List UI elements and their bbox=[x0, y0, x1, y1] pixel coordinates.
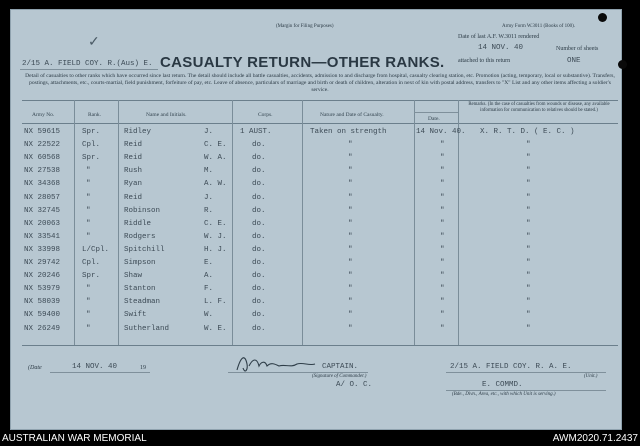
header-nature: Nature and Date of Casualty. bbox=[320, 112, 384, 118]
cell-init: C. E. bbox=[204, 141, 227, 150]
cell-date: " bbox=[440, 232, 445, 241]
cell-name: Reid bbox=[124, 193, 143, 202]
punch-hole-top bbox=[598, 13, 607, 22]
cell-nature: Taken on strength bbox=[310, 128, 387, 136]
cell-rank: Spr. bbox=[82, 128, 101, 136]
attached-value: ONE bbox=[567, 57, 581, 65]
cell-nature: " bbox=[348, 259, 353, 267]
header-date: Date. bbox=[428, 116, 440, 122]
cell-init: W. J. bbox=[204, 232, 227, 241]
cell-date: " bbox=[440, 311, 445, 320]
cell-rank: " bbox=[86, 167, 91, 176]
command-value: E. COMMD. bbox=[482, 381, 523, 389]
cell-rank: " bbox=[86, 180, 91, 189]
cell-name: Swift bbox=[124, 311, 147, 320]
cell-corps: do. bbox=[252, 245, 266, 254]
cell-no: NX 59615 bbox=[24, 128, 61, 136]
cell-init: H. J. bbox=[204, 245, 227, 254]
cell-remarks: " bbox=[526, 272, 531, 281]
cell-date: " bbox=[440, 285, 445, 294]
cell-name: Riddle bbox=[124, 219, 152, 228]
cell-remarks: X. R. T. D. ( E. C. ) bbox=[480, 128, 575, 136]
header-corps: Corps. bbox=[258, 112, 273, 118]
cell-date: " bbox=[440, 219, 445, 228]
cell-corps: do. bbox=[252, 232, 266, 241]
date-value: 14 NOV. 40 bbox=[72, 363, 118, 371]
cell-init: A. bbox=[204, 272, 214, 281]
cell-corps: do. bbox=[252, 272, 266, 281]
cell-no: NX 53979 bbox=[24, 285, 61, 294]
cell-rank: L/Cpl. bbox=[82, 245, 110, 254]
cell-date: " bbox=[440, 259, 445, 267]
table-row bbox=[22, 244, 618, 257]
table-row bbox=[22, 165, 618, 178]
cell-date: " bbox=[440, 245, 445, 254]
cell-corps: do. bbox=[252, 180, 266, 189]
cell-no: NX 33998 bbox=[24, 245, 61, 254]
cell-corps: do. bbox=[252, 324, 266, 333]
cell-init: L. F. bbox=[204, 298, 227, 307]
cell-date: " bbox=[440, 324, 445, 333]
cell-nature: " bbox=[348, 272, 353, 281]
cell-remarks: " bbox=[526, 259, 531, 267]
cell-init: J. bbox=[204, 193, 214, 202]
cell-name: Stanton bbox=[124, 285, 156, 294]
cell-no: NX 26249 bbox=[24, 324, 61, 333]
cell-nature: " bbox=[348, 167, 353, 176]
instructions-text: Detail of casualties to other ranks which have occurred since last return. The detail should include all battle casualties, accidents, admission to and discharge from hospital, casualty clearing station, etc. Promotion (acting, temporary, local or substantive). Transfers, postings, attachments, etc., courts-martial, field punishment, forfeiture of pay, etc. Leave of absence, particulars of marriage and birth or death of children, alteration in next of kin with postal address, transfers to "X" List and any other items affecting a soldier's service. bbox=[25, 73, 615, 93]
cell-date: " bbox=[440, 193, 445, 202]
cell-init: F. bbox=[204, 285, 214, 294]
cell-nature: " bbox=[348, 206, 353, 215]
cell-date: " bbox=[440, 272, 445, 281]
table-row bbox=[22, 139, 618, 152]
header-army-no: Army No. bbox=[32, 112, 55, 118]
caption-bar bbox=[0, 432, 640, 446]
cell-date: " bbox=[440, 141, 445, 150]
cell-rank: " bbox=[86, 193, 91, 202]
table-row bbox=[22, 126, 618, 139]
table-row bbox=[22, 283, 618, 296]
cell-name: Reid bbox=[124, 141, 143, 150]
cell-corps: do. bbox=[252, 311, 266, 320]
date-subheader-line bbox=[414, 112, 458, 113]
cell-no: NX 27538 bbox=[24, 167, 61, 176]
cell-name: Shaw bbox=[124, 272, 143, 281]
cell-nature: " bbox=[348, 311, 353, 320]
cell-nature: " bbox=[348, 232, 353, 241]
cell-date: " bbox=[440, 180, 445, 189]
unit-typed: 2/15 A. FIELD COY. R.(Aus) E. bbox=[22, 60, 153, 68]
cell-nature: " bbox=[348, 285, 353, 294]
cell-rank: Cpl. bbox=[82, 141, 101, 150]
unit-footer-label: (Unit.) bbox=[584, 374, 598, 379]
cell-name: Reid bbox=[124, 154, 143, 163]
cell-name: Ryan bbox=[124, 180, 143, 189]
cell-no: NX 29742 bbox=[24, 259, 61, 267]
table-row bbox=[22, 296, 618, 309]
table-bottom-line bbox=[22, 345, 618, 346]
cell-remarks: " bbox=[526, 311, 531, 320]
cell-name: Spitchill bbox=[124, 245, 165, 254]
cell-nature: " bbox=[348, 219, 353, 228]
cell-no: NX 20063 bbox=[24, 219, 61, 228]
date-label: (Date bbox=[28, 365, 42, 371]
cell-nature: " bbox=[348, 245, 353, 254]
cell-init: C. E. bbox=[204, 219, 227, 228]
table-row bbox=[22, 178, 618, 191]
cell-name: Rush bbox=[124, 167, 143, 176]
attached-label: attached to this return bbox=[458, 58, 511, 64]
cell-remarks: " bbox=[526, 232, 531, 241]
cell-init: A. W. bbox=[204, 180, 227, 189]
cell-rank: " bbox=[86, 232, 91, 241]
cell-nature: " bbox=[348, 324, 353, 333]
cell-nature: " bbox=[348, 141, 353, 150]
cell-remarks: " bbox=[526, 154, 531, 163]
captain-title: CAPTAIN. bbox=[322, 363, 359, 371]
cell-name: Simpson bbox=[124, 259, 156, 267]
cell-corps: do. bbox=[252, 193, 266, 202]
cell-remarks: " bbox=[526, 285, 531, 294]
cell-date: " bbox=[440, 167, 445, 176]
date-underline bbox=[50, 372, 150, 373]
date-last-label: Date of last A.F. W.3011 rendered bbox=[458, 34, 540, 40]
cell-corps: do. bbox=[252, 206, 266, 215]
cell-no: NX 59400 bbox=[24, 311, 61, 320]
table-row bbox=[22, 218, 618, 231]
cell-no: NX 58039 bbox=[24, 298, 61, 307]
table-row bbox=[22, 205, 618, 218]
cell-remarks: " bbox=[526, 180, 531, 189]
cell-remarks: " bbox=[526, 167, 531, 176]
unit-footer-underline bbox=[446, 372, 606, 373]
cell-remarks: " bbox=[526, 206, 531, 215]
number-sheets-label: Number of sheets bbox=[556, 46, 599, 52]
cell-no: NX 22522 bbox=[24, 141, 61, 150]
cell-init: W. bbox=[204, 311, 214, 320]
cell-init: W. A. bbox=[204, 154, 227, 163]
cell-init: W. E. bbox=[204, 324, 227, 333]
cell-remarks: " bbox=[526, 298, 531, 307]
table-row bbox=[22, 152, 618, 165]
cell-no: NX 34368 bbox=[24, 180, 61, 189]
caption-right: AWM2020.71.2437 bbox=[552, 433, 638, 444]
cell-remarks: " bbox=[526, 245, 531, 254]
header-remarks: Remarks. (In the case of casualties from wounds or disease, any available information for communication to relatives should be stated.) bbox=[468, 102, 610, 113]
signature-label: (Signature of Commander.) bbox=[312, 374, 367, 379]
cell-rank: " bbox=[86, 219, 91, 228]
cell-no: NX 20246 bbox=[24, 272, 61, 281]
cell-init: R. bbox=[204, 206, 214, 215]
command-underline bbox=[446, 390, 606, 391]
cell-corps: do. bbox=[252, 298, 266, 307]
cell-init: M. bbox=[204, 167, 214, 176]
table-row bbox=[22, 257, 618, 270]
cell-name: Rodgers bbox=[124, 232, 156, 241]
cell-remarks: " bbox=[526, 141, 531, 150]
cell-no: NX 60568 bbox=[24, 154, 61, 163]
table-row bbox=[22, 323, 618, 336]
army-form-label: Army Form W.3011 (Books of 100). bbox=[502, 24, 576, 29]
cell-rank: Spr. bbox=[82, 154, 101, 163]
cell-corps: do. bbox=[252, 167, 266, 176]
cell-nature: " bbox=[348, 298, 353, 307]
cell-rank: " bbox=[86, 206, 91, 215]
cell-corps: do. bbox=[252, 141, 266, 150]
cell-rank: " bbox=[86, 311, 91, 320]
cell-date: 14 Nov. 40. bbox=[416, 128, 466, 136]
bde-label: (Bde., Divn., Area, etc., with which Unit is serving.) bbox=[452, 392, 556, 397]
signature-underline bbox=[228, 372, 368, 373]
date-last-value: 14 NOV. 40 bbox=[478, 44, 524, 52]
cell-corps: do. bbox=[252, 154, 266, 163]
table-row bbox=[22, 192, 618, 205]
cell-rank: " bbox=[86, 298, 91, 307]
unit-footer-value: 2/15 A. FIELD COY. R. A. E. bbox=[450, 363, 572, 371]
cell-init: J. bbox=[204, 128, 214, 136]
document-title: CASUALTY RETURN—OTHER RANKS. bbox=[160, 54, 445, 71]
cell-rank: " bbox=[86, 324, 91, 333]
cell-name: Ridley bbox=[124, 128, 152, 136]
cell-nature: " bbox=[348, 193, 353, 202]
cell-corps: 1 AUST. bbox=[240, 128, 272, 136]
table-row bbox=[22, 309, 618, 322]
cell-nature: " bbox=[348, 180, 353, 189]
year-suffix: 19 bbox=[140, 365, 146, 371]
unit-underline bbox=[20, 69, 158, 70]
cell-corps: do. bbox=[252, 259, 266, 267]
aoc-label: A/ O. C. bbox=[336, 381, 373, 389]
cell-corps: do. bbox=[252, 219, 266, 228]
header-name: Name and Initials. bbox=[146, 112, 187, 118]
tick-mark: ✓ bbox=[88, 35, 100, 50]
cell-rank: Spr. bbox=[82, 272, 101, 281]
table-row bbox=[22, 270, 618, 283]
cell-remarks: " bbox=[526, 193, 531, 202]
cell-init: E. bbox=[204, 259, 214, 267]
caption-left: AUSTRALIAN WAR MEMORIAL bbox=[2, 433, 147, 444]
cell-date: " bbox=[440, 206, 445, 215]
header-rank: Rank. bbox=[88, 112, 101, 118]
cell-no: NX 28057 bbox=[24, 193, 61, 202]
punch-hole-middle bbox=[618, 60, 627, 69]
cell-rank: " bbox=[86, 285, 91, 294]
cell-name: Steadman bbox=[124, 298, 161, 307]
cell-no: NX 33541 bbox=[24, 232, 61, 241]
cell-rank: Cpl. bbox=[82, 259, 101, 267]
margin-note: (Margin for Filing Purposes) bbox=[276, 24, 334, 29]
cell-name: Robinson bbox=[124, 206, 161, 215]
table-row bbox=[22, 231, 618, 244]
cell-remarks: " bbox=[526, 324, 531, 333]
cell-remarks: " bbox=[526, 219, 531, 228]
cell-name: Sutherland bbox=[124, 324, 170, 333]
cell-date: " bbox=[440, 154, 445, 163]
cell-date: " bbox=[440, 298, 445, 307]
cell-no: NX 32745 bbox=[24, 206, 61, 215]
cell-corps: do. bbox=[252, 285, 266, 294]
cell-nature: " bbox=[348, 154, 353, 163]
